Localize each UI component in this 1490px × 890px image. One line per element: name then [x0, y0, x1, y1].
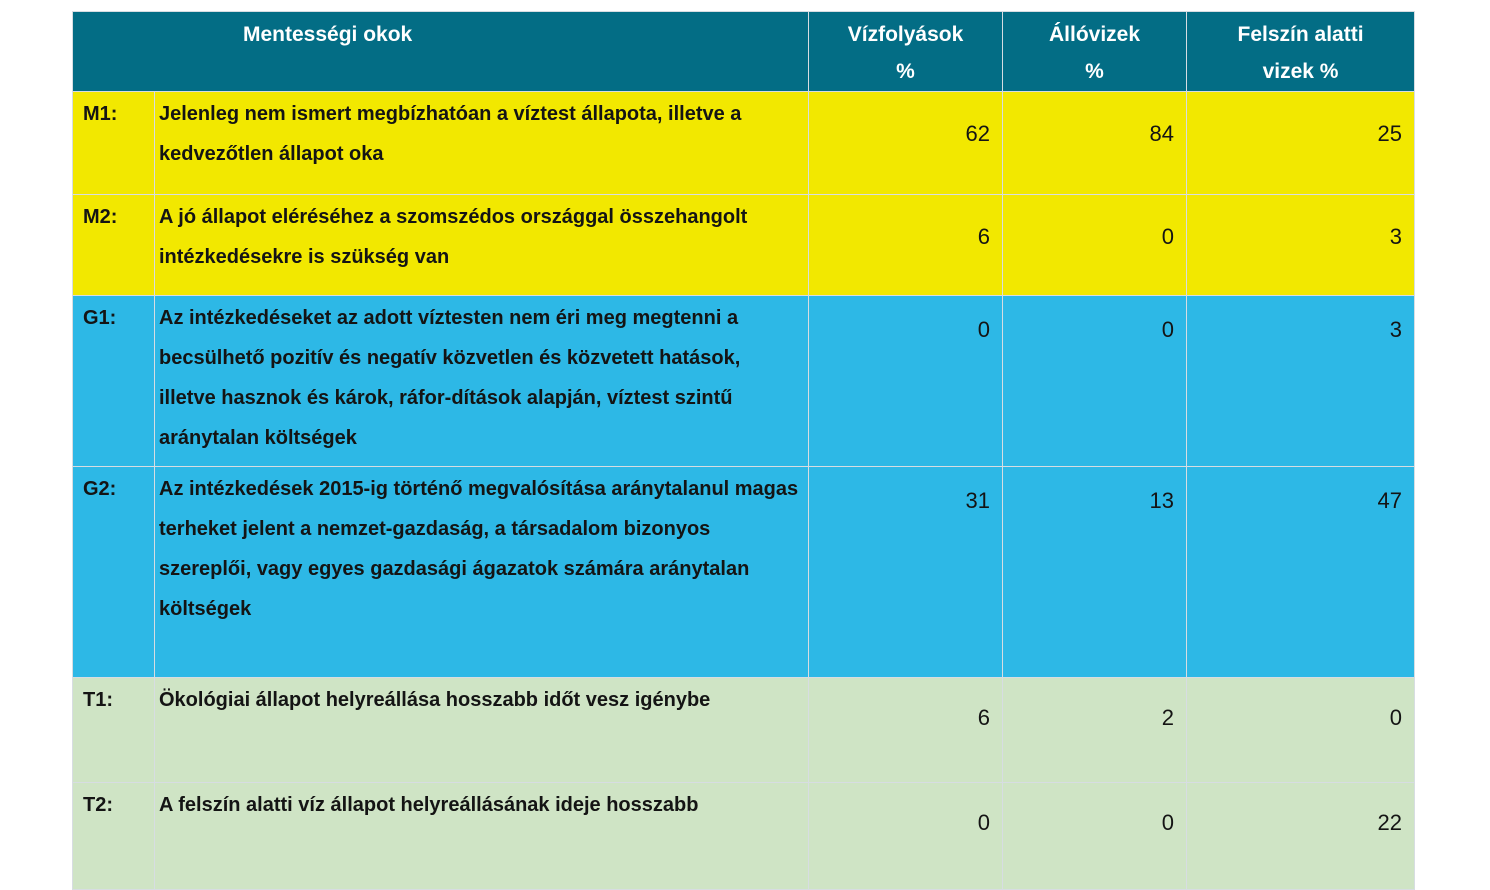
- row-vizfolyasok-value: 0: [809, 296, 1003, 467]
- row-description: Jelenleg nem ismert megbízhatóan a víztest állapota, illetve a kedvezőtlen állapot oka: [155, 92, 809, 195]
- row-code: T1:: [73, 678, 155, 783]
- row-allovizek-value: 84: [1003, 92, 1187, 195]
- header-reason: Mentességi okok: [73, 12, 809, 92]
- row-allovizek-value: 0: [1003, 195, 1187, 296]
- row-description: A jó állapot eléréséhez a szomszédos országgal összehangolt intézkedésekre is szükség van: [155, 195, 809, 296]
- row-description: Az intézkedéseket az adott víztesten nem éri meg megtenni a becsülhető pozitív és negatív közvetlen és közvetett hatások, illetve hasznok és károk, ráfor-dítások alapján, víztest szintű aránytalan költségek: [155, 296, 809, 467]
- header-row: [73, 12, 1415, 92]
- row-code: T2:: [73, 783, 155, 890]
- row-code: M2:: [73, 195, 155, 296]
- row-vizfolyasok-value: 0: [809, 783, 1003, 890]
- row-felszin-alatti-value: 22: [1187, 783, 1415, 890]
- row-allovizek-value: 2: [1003, 678, 1187, 783]
- row-vizfolyasok-value: 31: [809, 467, 1003, 678]
- row-vizfolyasok-value: 62: [809, 92, 1003, 195]
- row-felszin-alatti-value: 3: [1187, 195, 1415, 296]
- table-header: [73, 12, 1415, 92]
- header-vizfolyasok-line1: Vízfolyások: [847, 23, 964, 46]
- header-allovizek-line1: Állóvizek: [1048, 23, 1141, 46]
- row-felszin-alatti-value: 0: [1187, 678, 1415, 783]
- table-row-t1: [73, 678, 1415, 783]
- row-allovizek-value: 13: [1003, 467, 1187, 678]
- row-code: G2:: [73, 467, 155, 678]
- header-allovizek: [1003, 12, 1187, 92]
- row-description: Ökológiai állapot helyreállása hosszabb időt vesz igénybe: [155, 678, 809, 783]
- row-felszin-alatti-value: 47: [1187, 467, 1415, 678]
- table-row-m1: [73, 92, 1415, 195]
- row-allovizek-value: 0: [1003, 296, 1187, 467]
- row-allovizek-value: 0: [1003, 783, 1187, 890]
- row-vizfolyasok-value: 6: [809, 195, 1003, 296]
- table-row-g2: [73, 467, 1415, 678]
- table-row-g1: [73, 296, 1415, 467]
- row-vizfolyasok-value: 6: [809, 678, 1003, 783]
- header-felszin-alatti-line1: Felszín alatti: [1237, 23, 1364, 46]
- exemption-table-container: [72, 11, 1414, 890]
- row-code: G1:: [73, 296, 155, 467]
- row-description: Az intézkedések 2015-ig történő megvalósítása aránytalanul magas terheket jelent a nemzet-gazdaság, a társadalom bizonyos szereplői, vagy egyes gazdasági ágazatok számára aránytalan költségek: [155, 467, 809, 678]
- header-allovizek-line2: %: [1085, 60, 1104, 83]
- table-row-t2: [73, 783, 1415, 890]
- row-felszin-alatti-value: 25: [1187, 92, 1415, 195]
- exemption-reasons-table: [72, 11, 1415, 890]
- table-body: [73, 92, 1415, 890]
- header-vizfolyasok-line2: %: [896, 60, 915, 83]
- row-code: M1:: [73, 92, 155, 195]
- header-felszin-alatti-line2: vizek %: [1262, 60, 1339, 83]
- row-felszin-alatti-value: 3: [1187, 296, 1415, 467]
- header-vizfolyasok: [809, 12, 1003, 92]
- header-felszin-alatti: [1187, 12, 1415, 92]
- table-row-m2: [73, 195, 1415, 296]
- row-description: A felszín alatti víz állapot helyreállásának ideje hosszabb: [155, 783, 809, 890]
